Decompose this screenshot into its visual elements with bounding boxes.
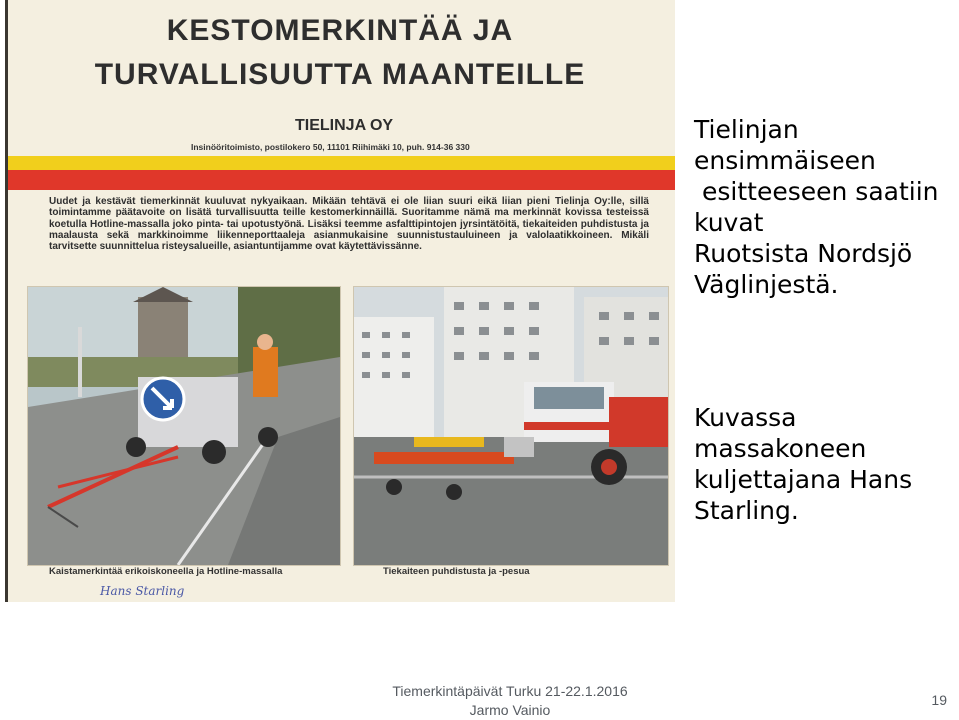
handwritten-signature: Hans Starling <box>100 584 185 598</box>
brochure-headline-line1: KESTOMERKINTÄÄ JA <box>166 14 514 47</box>
brochure-headline-line2: TURVALLISUUTTA MAANTEILLE <box>94 58 586 91</box>
description-paragraph-1 <box>694 114 956 300</box>
footer-author: Jarmo Vainio <box>469 702 551 718</box>
p2-line: Starling. <box>694 496 799 525</box>
scanned-brochure <box>5 0 675 602</box>
p1-line: Väglinjestä. <box>694 270 839 299</box>
road-marking-machine-photo <box>27 286 341 566</box>
p1-line: Tielinjan <box>694 115 799 144</box>
p1-line: kuvat <box>694 208 764 237</box>
p1-line: esitteeseen saatiin <box>702 177 939 206</box>
brochure-company: TIELINJA OY <box>295 117 394 134</box>
footer-event: Tiemerkintäpäivät Turku 21-22.1.2016 <box>392 683 628 699</box>
brochure-address: Insinööritoimisto, postilokero 50, 11101 Riihimäki 10, puh. 914-36 330 <box>191 142 470 152</box>
brochure-intro-text: Uudet ja kestävät tiemerkinnät kuuluvat nykyaikaan. Mikään tehtävä ei ole liian suuri eikä liian pieni Tielinja Oy:lle, sillä toimintamme päätavoite on lisätä turvallisuutta teille kestomerkinnäillä. Suoritamme nämä ma merkinnät kovissa testeissä koetulla Hotline-massalla joko pinta- tai upotustyönä. Lisäksi teemme asfalttipintojen jyrsintätöitä, tiekaiteiden puhdistusta ja maalausta sekä markkinoimme liikenneporttaaleja asianmukaisine suunnistustauluineen ja valolaatikkoineen. Mikäli tarvitsette suunnittelua risteysalueille, asiantuntijamme ovat käytettävissänne. <box>49 196 649 253</box>
left-photo-caption: Kaistamerkintää erikoiskoneella ja Hotline-massalla <box>49 566 283 577</box>
yellow-stripe <box>8 156 675 170</box>
p2-line: kuljettajana Hans <box>694 465 913 494</box>
p1-line: Ruotsista Nordsjö <box>694 239 913 268</box>
right-photo-caption: Tiekaiteen puhdistusta ja -pesua <box>383 566 530 577</box>
slide-footer <box>330 682 690 720</box>
p2-line: massakoneen <box>694 434 867 463</box>
p1-line: ensimmäiseen <box>694 146 876 175</box>
red-stripe <box>8 170 675 190</box>
p2-line: Kuvassa <box>694 403 797 432</box>
slide-number: 19 <box>931 692 947 708</box>
description-paragraph-2 <box>694 402 956 526</box>
guardrail-cleaning-truck-photo <box>353 286 669 566</box>
